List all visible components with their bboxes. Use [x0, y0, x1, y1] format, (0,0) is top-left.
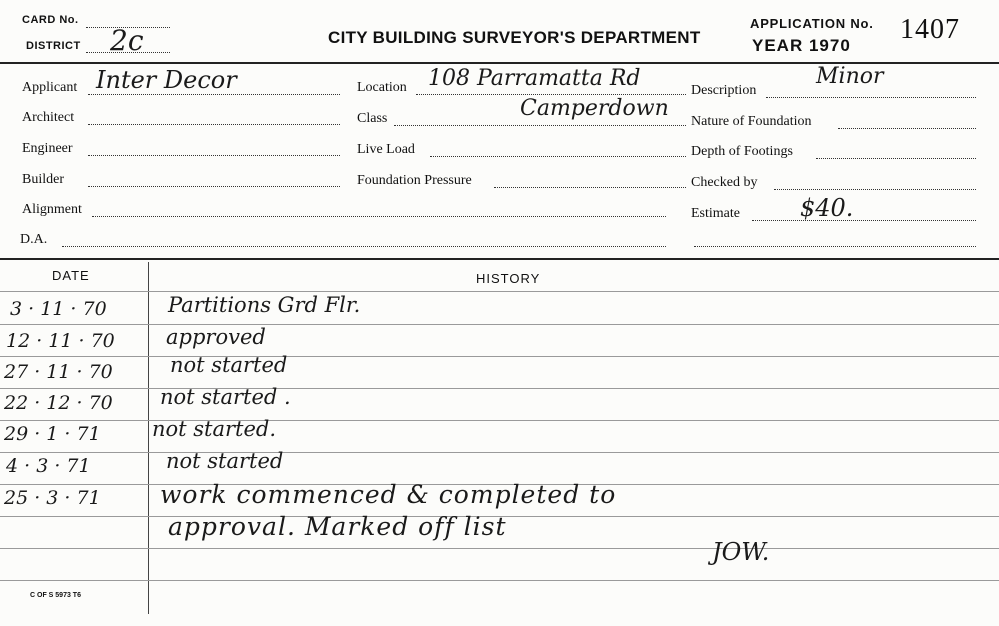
- row-history: JOW.: [712, 538, 770, 566]
- applicant-label: Applicant: [22, 80, 78, 95]
- district-value: 2c: [110, 24, 144, 57]
- row-history: not started: [166, 449, 284, 473]
- row-date: 29 · 1 · 71: [4, 423, 101, 445]
- alignment-label: Alignment: [22, 202, 82, 217]
- builder-label: Builder: [22, 172, 64, 187]
- department-title: CITY BUILDING SURVEYOR'S DEPARTMENT: [328, 28, 701, 47]
- history-header: HISTORY: [476, 271, 541, 286]
- date-column-divider: [148, 262, 149, 614]
- row-history: work commenced & completed to: [160, 480, 617, 509]
- row-date: 3 · 11 · 70: [10, 298, 107, 320]
- estimate-label: Estimate: [691, 206, 740, 221]
- row-history: not started: [170, 353, 288, 377]
- district-label: DISTRICT: [26, 40, 81, 52]
- row-history: approval. Marked off list: [168, 512, 507, 541]
- row-date: 4 · 3 · 71: [6, 455, 91, 477]
- depth-of-footings-label: Depth of Footings: [691, 144, 793, 159]
- row-history: not started .: [160, 385, 291, 409]
- location-value-2: Camperdown: [520, 96, 669, 121]
- row-history: approved: [166, 325, 266, 349]
- date-header: DATE: [52, 268, 90, 283]
- location-label: Location: [357, 80, 407, 95]
- form-code: C OF S 5973 T6: [30, 592, 81, 599]
- checked-by-label: Checked by: [691, 175, 758, 190]
- foundation-pressure-label: Foundation Pressure: [357, 173, 472, 188]
- description-label: Description: [691, 83, 757, 98]
- architect-label: Architect: [22, 110, 75, 125]
- row-date: 22 · 12 · 70: [4, 392, 113, 414]
- engineer-label: Engineer: [22, 141, 73, 156]
- row-history: not started.: [152, 417, 277, 441]
- year-label: YEAR 1970: [752, 36, 851, 55]
- estimate-value: $40.: [800, 194, 854, 222]
- description-value: Minor: [816, 64, 884, 89]
- table-top-border: [0, 258, 999, 260]
- da-label: D.A.: [20, 232, 48, 247]
- location-value: 108 Parramatta Rd: [428, 66, 641, 91]
- live-load-label: Live Load: [357, 142, 415, 157]
- applicant-value: Inter Decor: [96, 66, 237, 94]
- row-history: Partitions Grd Flr.: [168, 293, 361, 317]
- row-date: 25 · 3 · 71: [4, 487, 101, 509]
- row-date: 27 · 11 · 70: [4, 361, 113, 383]
- card-no-label: CARD No.: [22, 14, 79, 26]
- application-label: APPLICATION No.: [750, 16, 874, 31]
- row-date: 12 · 11 · 70: [6, 330, 115, 352]
- application-number: 1407: [900, 14, 960, 45]
- nature-of-foundation-label: Nature of Foundation: [691, 114, 812, 129]
- class-label: Class: [357, 111, 388, 126]
